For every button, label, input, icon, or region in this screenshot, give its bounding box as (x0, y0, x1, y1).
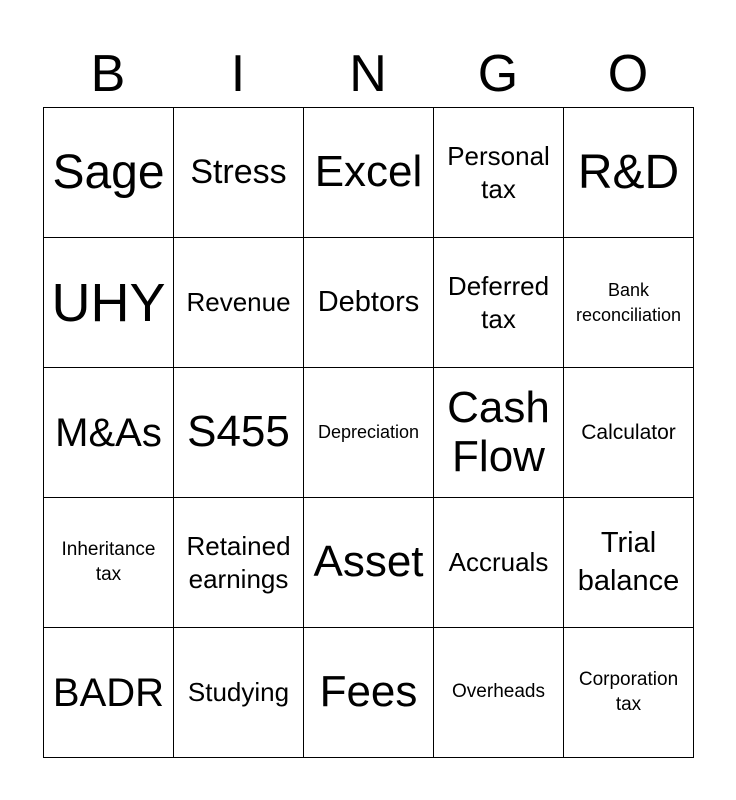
bingo-cell[interactable] (304, 238, 434, 368)
bingo-cell[interactable] (174, 628, 304, 758)
bingo-cell[interactable] (564, 498, 694, 628)
bingo-cell[interactable] (304, 498, 434, 628)
cell-label: Cash Flow (447, 383, 550, 481)
bingo-cell[interactable] (44, 628, 174, 758)
cell-label: R&D (577, 145, 680, 199)
cell-label: Sage (52, 145, 165, 199)
cell-label: BADR (52, 670, 165, 715)
bingo-cell[interactable] (44, 108, 174, 238)
cell-label: M&As (55, 410, 162, 455)
cell-label: S455 (187, 407, 290, 457)
header-letter-o: O (607, 45, 649, 103)
cell-label: Studying (187, 677, 290, 708)
bingo-cell[interactable] (174, 238, 304, 368)
bingo-header (43, 40, 693, 108)
header-letter-b: B (90, 45, 126, 103)
bingo-cell[interactable] (174, 108, 304, 238)
bingo-cell[interactable] (304, 108, 434, 238)
cell-label: Excel (314, 147, 423, 197)
cell-label: Calculator (581, 420, 676, 444)
cell-label: Asset (313, 537, 424, 587)
bingo-cell[interactable] (564, 368, 694, 498)
bingo-cell[interactable] (304, 628, 434, 758)
bingo-cell[interactable] (174, 498, 304, 628)
cell-label: Trial balance (577, 526, 680, 597)
header-letter-g: G (477, 45, 519, 103)
bingo-cell[interactable] (564, 108, 694, 238)
cell-label: Deferred tax (447, 271, 550, 334)
bingo-cell[interactable] (434, 368, 564, 498)
bingo-cell[interactable] (564, 628, 694, 758)
bingo-cell[interactable] (434, 108, 564, 238)
bingo-cell[interactable] (434, 628, 564, 758)
cell-label: Personal tax (447, 141, 550, 204)
bingo-cell[interactable] (44, 368, 174, 498)
bingo-cell[interactable] (304, 368, 434, 498)
cell-label: Revenue (186, 287, 291, 318)
cell-label: Corporation tax (578, 668, 679, 715)
bingo-cell[interactable] (44, 238, 174, 368)
cell-label: Fees (319, 667, 418, 717)
header-letter-n: N (349, 45, 387, 103)
bingo-cell[interactable] (434, 498, 564, 628)
cell-label: Overheads (452, 681, 545, 703)
bingo-cell[interactable] (434, 238, 564, 368)
cell-label: Bank reconciliation (575, 280, 682, 325)
cell-label: Debtors (317, 285, 420, 318)
bingo-cell[interactable] (44, 498, 174, 628)
cell-label: Stress (190, 152, 287, 191)
bingo-grid (43, 107, 694, 758)
cell-label: Inheritance tax (61, 538, 156, 585)
bingo-cell[interactable] (174, 368, 304, 498)
cell-label: Depreciation (317, 422, 420, 443)
header-letter-i: I (230, 45, 246, 103)
bingo-cell[interactable] (564, 238, 694, 368)
cell-label: UHY (51, 272, 166, 333)
cell-label: Retained earnings (186, 531, 291, 594)
cell-label: Accruals (448, 547, 549, 578)
